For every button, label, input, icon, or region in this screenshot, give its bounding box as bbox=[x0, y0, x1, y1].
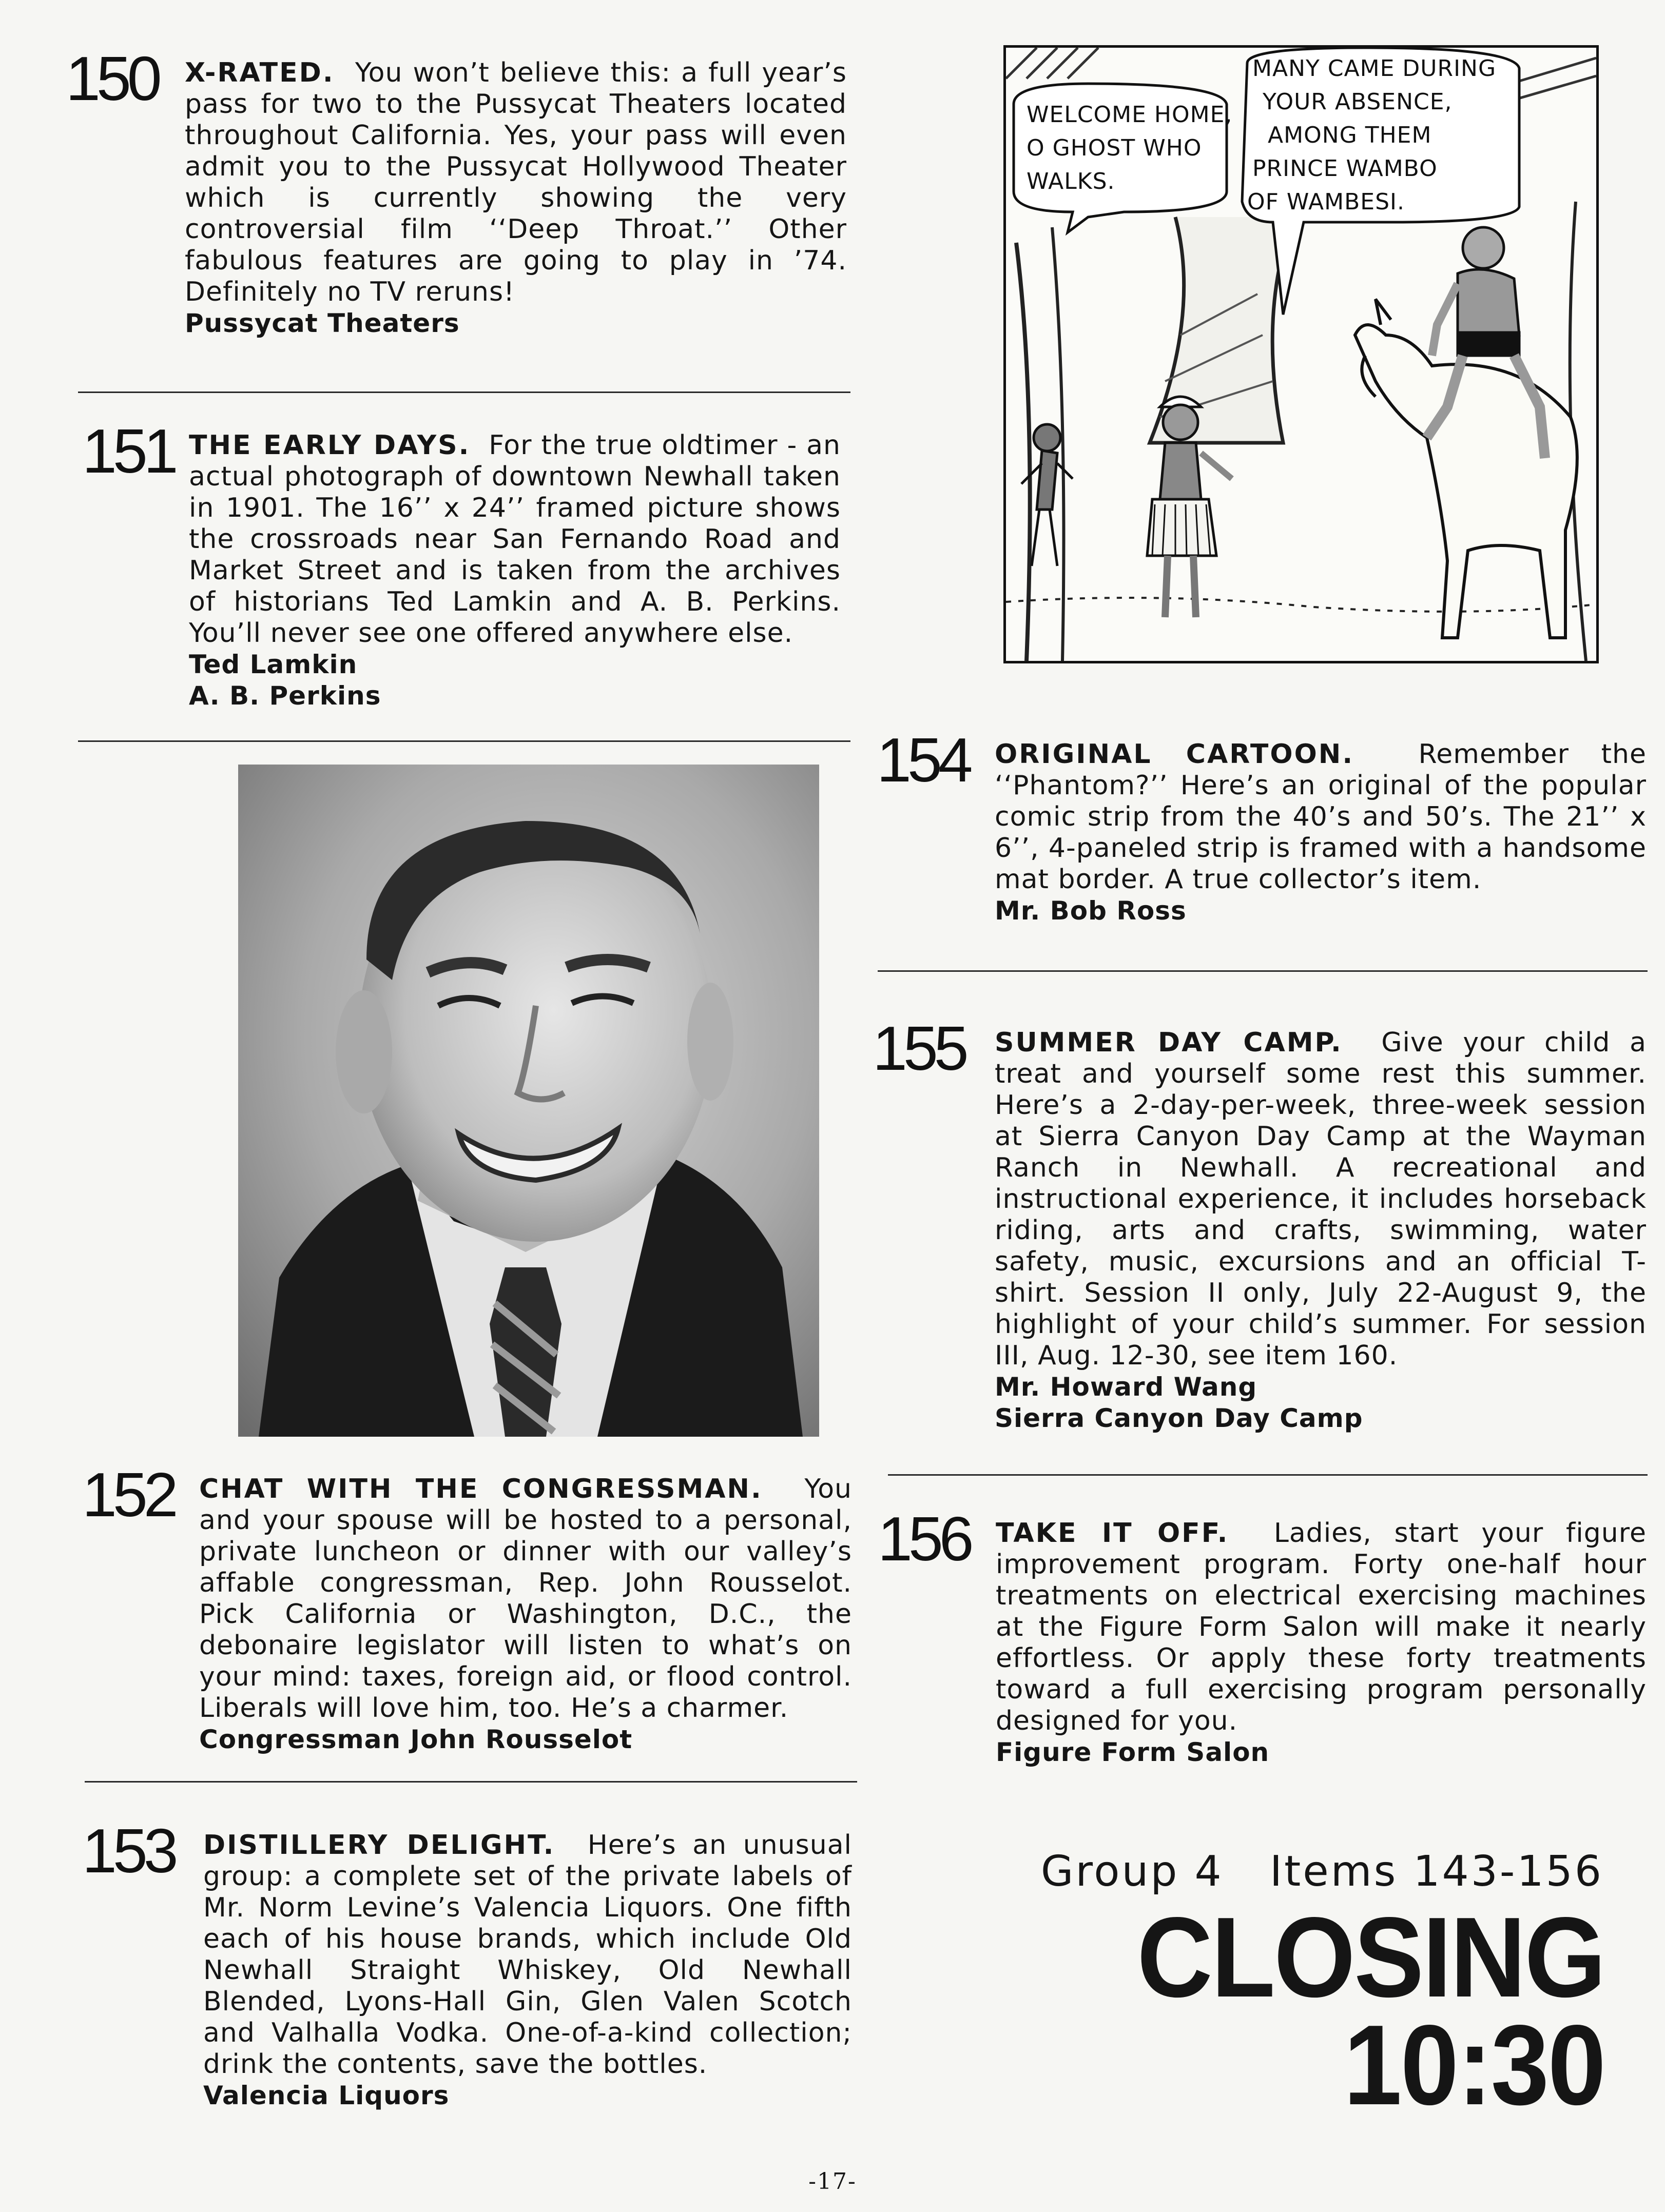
cartoon-panel bbox=[1006, 48, 1596, 661]
balloon-right-line: YOUR ABSENCE, bbox=[1263, 89, 1453, 115]
item-title: TAKE IT OFF. bbox=[996, 1518, 1229, 1549]
item-donor: Ted Lamkin bbox=[189, 650, 358, 679]
item-donor: Sierra Canyon Day Camp bbox=[995, 1403, 1363, 1433]
divider bbox=[85, 1781, 857, 1783]
item-donor: Mr. Bob Ross bbox=[995, 896, 1187, 926]
item-title: CHAT WITH THE CONGRESSMAN. bbox=[199, 1474, 763, 1504]
item-number: 150 bbox=[66, 44, 158, 113]
item-title: X-RATED. bbox=[185, 57, 335, 88]
item-title: ORIGINAL CARTOON. bbox=[995, 739, 1354, 770]
item-text: For the true oldtimer - an actual photograph of downtown Newhall taken in 1901. The 16’’ x 24’’ framed picture shows the crossroads near San Fernando Road and Market Street and is taken from the archives of historians Ted Lamkin and A. B. Perkins. You’ll never see one offered anywhere else. bbox=[189, 430, 841, 649]
item-number: 153 bbox=[82, 1816, 175, 1886]
item-text: Give your child a treat and yourself some rest this summer. Here’s a 2-day-per-week, three-week session at Sierra Canyon Day Camp at the Wayman Ranch in Newhall. A recreational and instructional experience, it includes horseback riding, arts and crafts, swimming, water safety, music, excursions and an official T-shirt. Session II only, July 22-August 9, the highlight of your child’s summer. For session III, Aug. 12-30, see item 160. bbox=[995, 1027, 1647, 1371]
item-donor: Pussycat Theaters bbox=[185, 308, 460, 338]
balloon-right-line: AMONG THEM bbox=[1268, 122, 1432, 148]
item-description bbox=[995, 739, 1647, 927]
balloon-right-line: MANY CAME DURING bbox=[1252, 55, 1497, 82]
item-description bbox=[185, 57, 847, 339]
divider bbox=[78, 391, 850, 393]
balloon-left-line: O GHOST WHO bbox=[1027, 135, 1202, 161]
item-donor: Mr. Howard Wang bbox=[995, 1372, 1257, 1402]
item-number: 156 bbox=[878, 1504, 970, 1574]
congressman-photo bbox=[238, 765, 819, 1437]
page-number: -17- bbox=[808, 2168, 857, 2195]
closing-block bbox=[1136, 1894, 1604, 2129]
item-title: THE EARLY DAYS. bbox=[189, 430, 471, 461]
phantom-cartoon bbox=[1003, 45, 1599, 663]
item-description bbox=[996, 1518, 1647, 1768]
item-donor: Figure Form Salon bbox=[996, 1737, 1270, 1767]
group-number: Group 4 bbox=[1040, 1847, 1224, 1896]
item-donor: Valencia Liquors bbox=[203, 2081, 450, 2110]
closing-label: CLOSING bbox=[1136, 1894, 1604, 2021]
closing-time: 10:30 bbox=[1343, 2002, 1604, 2129]
item-description bbox=[199, 1474, 852, 1755]
balloon-left-line: WALKS. bbox=[1027, 168, 1115, 194]
item-number: 151 bbox=[82, 416, 175, 486]
item-text: Here’s an unusual group: a complete set of the private labels of Mr. Norm Levine’s Valencia Liquors. One fifth each of his house brands, which include Old Newhall Straight Whiskey, Old Newhall Blended, Lyons-Hall Gin, Glen Valen Scotch and Valhalla Vodka. One-of-a-kind collection; drink the contents, save the bottles. bbox=[203, 1830, 853, 2080]
divider bbox=[878, 970, 1648, 972]
item-description bbox=[189, 430, 841, 712]
item-description bbox=[203, 1830, 852, 2111]
balloon-left-line: WELCOME HOME, bbox=[1027, 102, 1233, 128]
item-donor: A. B. Perkins bbox=[189, 681, 381, 711]
group-items: Items 143-156 bbox=[1269, 1847, 1603, 1896]
group-label bbox=[1041, 1847, 1603, 1896]
item-number: 155 bbox=[873, 1013, 965, 1083]
item-text: You won’t believe this: a full year’s pass for two to the Pussycat Theaters located throughout California. Yes, your pass will even admit you to the Pussycat Hollywood Theater which is currently showing the very controversial film ‘‘Deep Throat.’’ Other fabulous features are going to play in ’74. Definitely no TV reruns! bbox=[185, 57, 847, 307]
portrait-image bbox=[238, 765, 819, 1437]
item-title: SUMMER DAY CAMP. bbox=[995, 1027, 1343, 1058]
balloon-right-line: OF WAMBESI. bbox=[1247, 189, 1405, 215]
item-title: DISTILLERY DELIGHT. bbox=[203, 1830, 555, 1861]
item-text: Ladies, start your figure improvement program. Forty one-half hour treatments on electrical exercising machines at the Figure Form Salon will make it nearly effortless. Or apply these forty treatments toward a full exercising program personally designed for you. bbox=[996, 1518, 1647, 1736]
item-number: 154 bbox=[877, 725, 969, 795]
item-donor: Congressman John Rousselot bbox=[199, 1725, 633, 1754]
item-description bbox=[995, 1027, 1647, 1434]
item-number: 152 bbox=[82, 1460, 175, 1530]
item-text: Remember the ‘‘Phantom?’’ Here’s an original of the popular comic strip from the 40’s and 50’s. The 21’’ x 6’’, 4-paneled strip is framed with a handsome mat border. A true collector’s item. bbox=[995, 739, 1647, 895]
divider bbox=[888, 1474, 1648, 1476]
balloon-right-line: PRINCE WAMBO bbox=[1252, 155, 1438, 182]
item-text: You and your spouse will be hosted to a personal, private luncheon or dinner with our valley’s affable congressman, Rep. John Rousselot. Pick California or Washington, D.C., the debonaire legislator will listen to what’s on your mind: taxes, foreign aid, or flood control. Liberals will love him, too. He’s a charmer. bbox=[199, 1474, 852, 1724]
divider bbox=[78, 740, 850, 742]
